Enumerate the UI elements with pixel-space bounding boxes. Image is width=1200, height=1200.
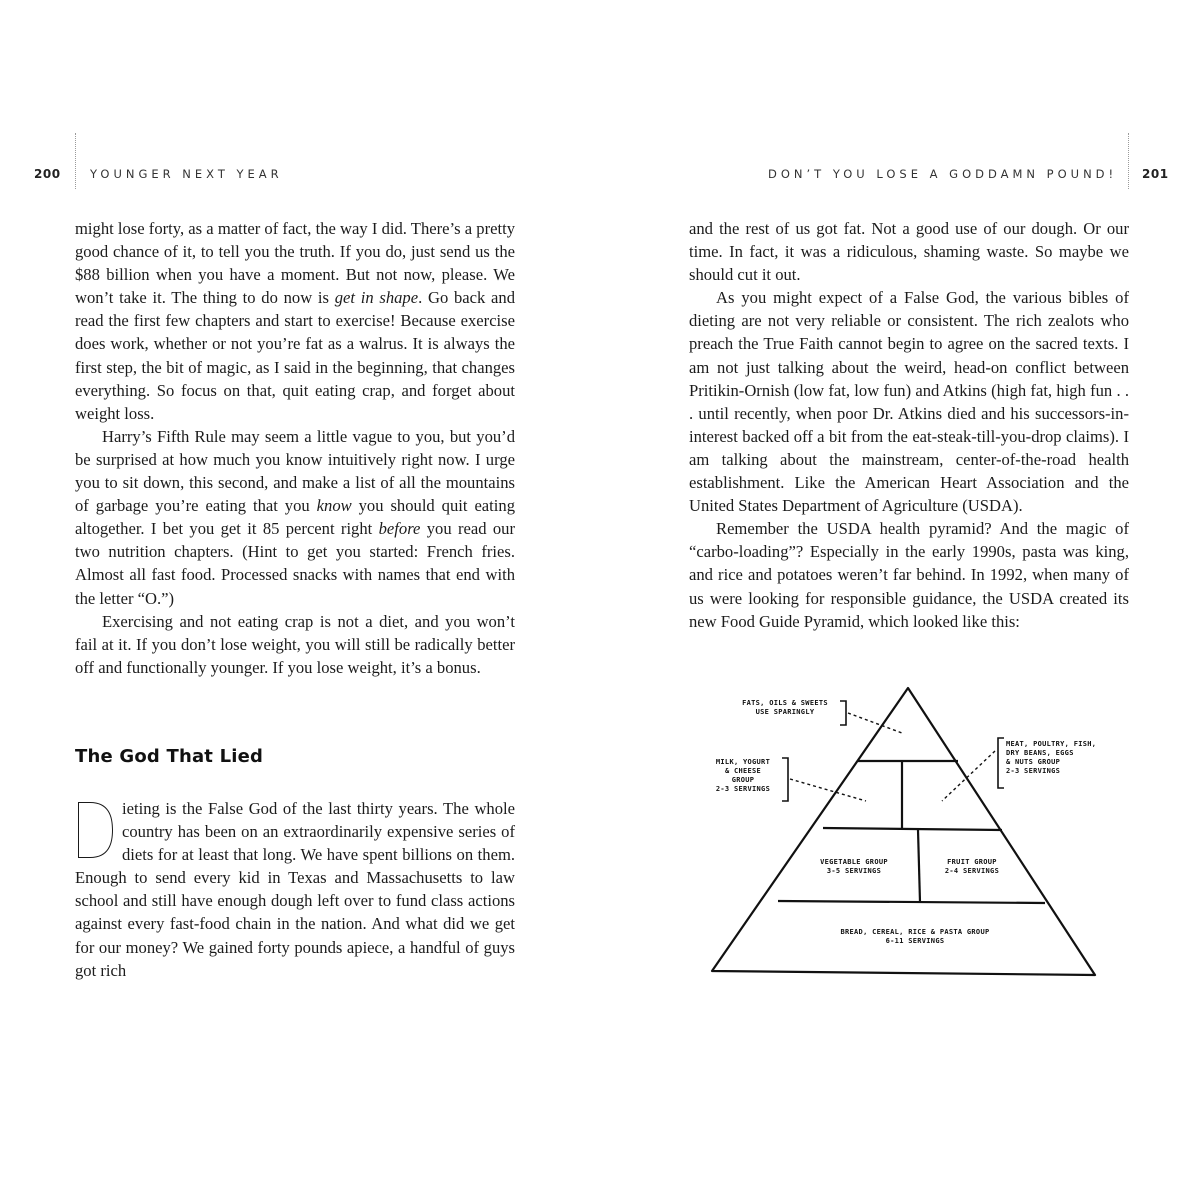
running-head: DON’T YOU LOSE A GODDAMN POUND! xyxy=(768,167,1118,181)
page-number: 200 xyxy=(34,167,61,181)
paragraph: Remember the USDA health pyramid? And the magic of “carbo-loading”? Especially in the early 1990s, pasta was king, and rice and potatoes weren’t far behind. In 1992, when many of us were looking for responsible guidance, the USDA created its new Food Guide Pyramid, which looked like this: xyxy=(689,519,1129,631)
right-page xyxy=(600,0,1200,1200)
paragraph: ieting is the False God of the last thirty years. The whole country has been on an extraordinarily expensive series of diets for at least that long. We have spent billions on them. Enough to send every kid in Texas and Massachusetts to law school and still have enough dough left over to fund class actions against every fast-food chain in the nation. And what did we get for our money? We gained forty pounds apiece, a handful of guys got rich xyxy=(75,799,515,980)
pyramid-label-fats: FATS, OILS & SWEETS USE SPARINGLY xyxy=(742,699,828,716)
pyramid-label-milk: MILK, YOGURT & CHEESE GROUP 2-3 SERVINGS xyxy=(715,758,771,793)
folio-divider xyxy=(75,133,76,189)
page-number: 201 xyxy=(1142,167,1169,181)
pyramid-label-meat: MEAT, POULTRY, FISH, DRY BEANS, EGGS & NUTS GROUP 2-3 SERVINGS xyxy=(1006,740,1097,775)
paragraph: Harry’s Fifth Rule may seem a little vague to you, but you’d be surprised at how much you know intuitively right now. I urge you to sit down, this second, and make a list of all the mountains of garbage you’re eating that you know you should quit eating altogether. I bet you get it 85 percent right before you read our two nutrition chapters. (Hint to get you started: French fries. Almost all fast food. Processed snacks with names that end with the letter “O.”) xyxy=(75,426,516,608)
pyramid-tier-line xyxy=(823,828,1002,830)
body-text-top xyxy=(689,217,1129,633)
pyramid-label-vegetable: VEGETABLE GROUP 3-5 SERVINGS xyxy=(820,858,888,875)
pyramid-label-bread: BREAD, CEREAL, RICE & PASTA GROUP 6-11 SERVINGS xyxy=(840,928,990,945)
paragraph: and the rest of us got fat. Not a good use of our dough. Or our time. In fact, it was a ridiculous, shaming waste. So maybe we should cut it out. xyxy=(689,219,1129,285)
label-bracket xyxy=(998,738,1004,788)
leader-line xyxy=(942,751,995,801)
pyramid-label-fruit: FRUIT GROUP 2-4 SERVINGS xyxy=(944,858,1000,875)
leader-line xyxy=(790,779,866,801)
food-pyramid-figure xyxy=(700,683,1140,983)
drop-cap-letter xyxy=(75,800,115,860)
running-head: YOUNGER NEXT YEAR xyxy=(90,167,283,181)
paragraph: As you might expect of a False God, the various bibles of dieting are not very reliable or consistent. The rich zealots who preach the True Faith cannot begin to agree on the sacred texts. I am not just talking about the weird, head-on conflict between Pritikin-Ornish (low fat, low fun) and Atkins (high fat, high fun . . . until recently, when poor Dr. Atkins died and his successors-in-interest backed off a bit from the eat-steak-till-you-drop claims). I am talking about the mainstream, center-of-the-road health establishment. Like the American Heart Association and the United States Department of Agriculture (USDA). xyxy=(689,288,1129,516)
body-text-section xyxy=(75,797,515,982)
section-heading: The God That Lied xyxy=(75,746,264,767)
paragraph: Exercising and not eating crap is not a diet, and you won’t fail at it. If you don’t lose weight, you will still be radically better off and functionally younger. If you lose weight, it’s a bonus. xyxy=(75,611,515,677)
folio-divider xyxy=(1128,133,1129,189)
body-text-top xyxy=(75,217,515,679)
paragraph: might lose forty, as a matter of fact, the way I did. There’s a pretty good chance of it, to tell you the truth. If you do, just send us the $88 billion when you have a moment. But not now, please. We won’t take it. The thing to do now is get in shape. Go back and read the first few chapters and start to exercise! Because exercise does work, whether or not you’re fat as a walrus. It is always the first step, the bit of magic, as I said in the beginning, that changes everything. So focus on that, quit eating crap, and forget about weight loss. xyxy=(75,219,515,423)
pyramid-divider xyxy=(918,830,920,902)
leader-line xyxy=(848,713,902,733)
pyramid-tier-line xyxy=(778,901,1045,903)
